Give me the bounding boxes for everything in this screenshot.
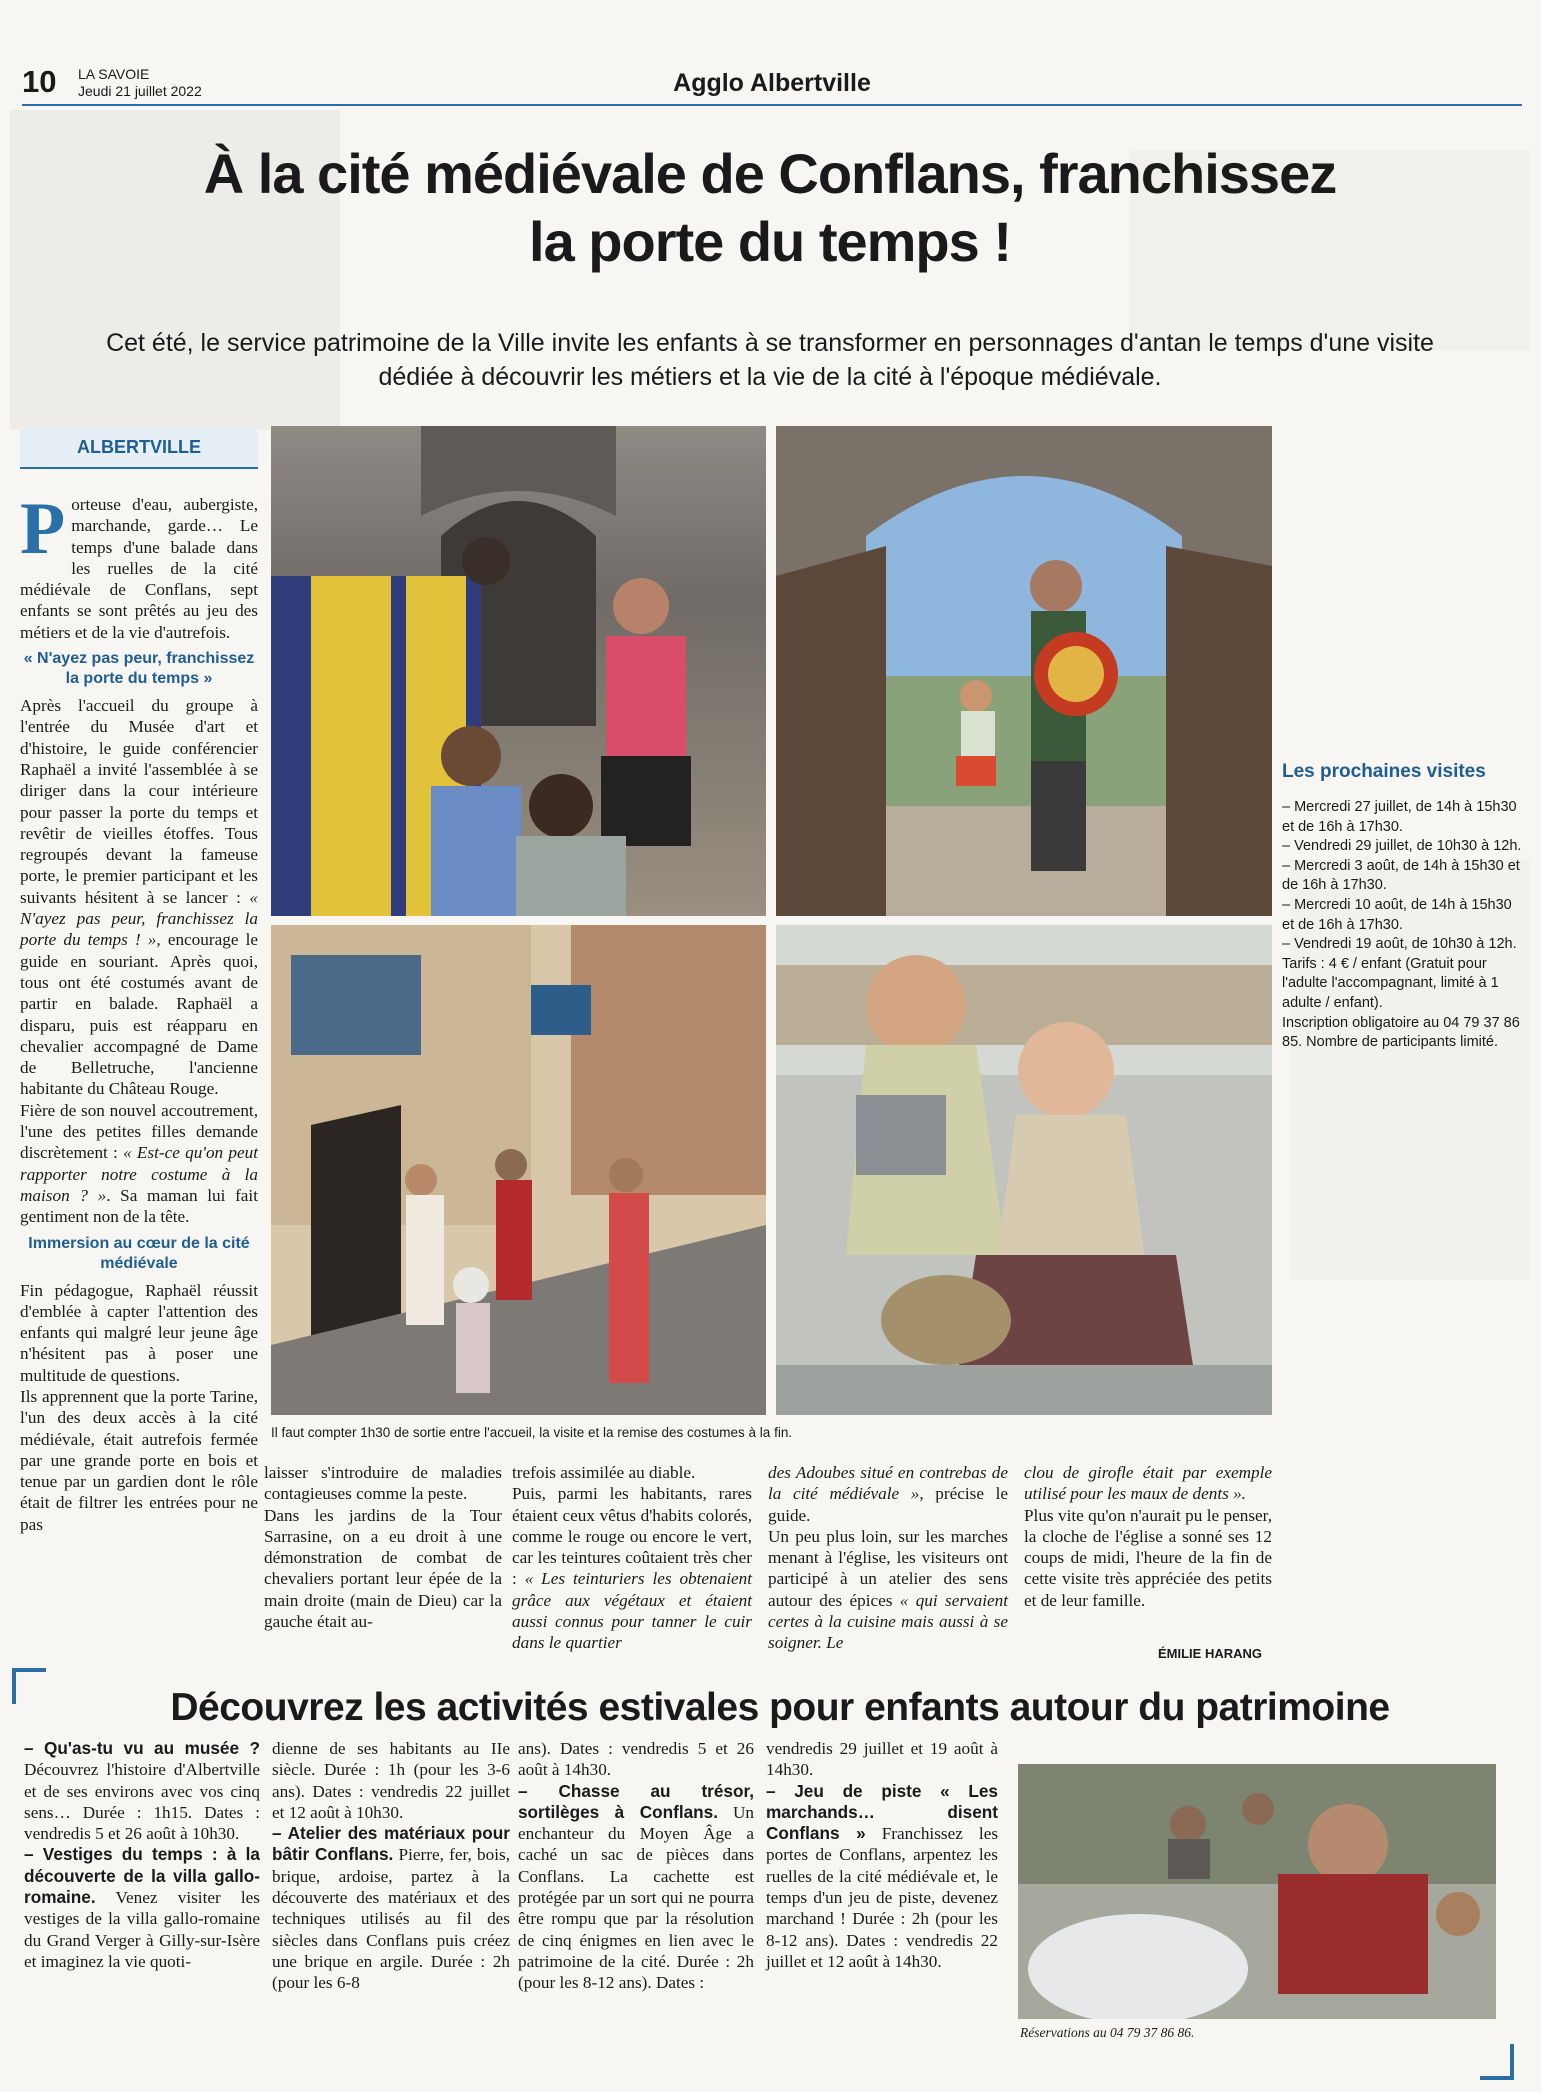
section-title: Agglo Albertville [673, 69, 871, 97]
col4-text: , précise le guide. [768, 1484, 1009, 1525]
col3-text: trefois assimilée au diable. [512, 1463, 696, 1482]
header-rule [22, 104, 1522, 106]
col3-text-b: Puis, parmi les habitants, rares étaient ceux vêtus d'habits colorés, comme le rouge ou encore le vert, car les teintures coûtaient très cher : [512, 1484, 752, 1589]
visit-tarifs: Tarifs : 4 € / enfant (Gratuit pour l'adulte l'accompagnant, limité à 1 adulte / enfant). [1282, 955, 1499, 1011]
activity-vestiges-title: – Vestiges du temps : à la découverte de la villa gallo-romaine. [24, 1844, 260, 1908]
article-column-2 [264, 1462, 502, 1662]
article-title [40, 140, 1500, 276]
activity-musee-text: Découvrez l'histoire d'Albertville et de ses environs avec vos cinq sens… Durée : 1h15. Dates : vendredis 5 et 26 août à 10h30. [24, 1760, 260, 1844]
col4-text-b: Un peu plus loin, sur les marches menant à l'église, les visiteurs ont participé à un atelier des sens autour des épices [768, 1526, 1008, 1610]
activity-vestiges-text-b: dienne de ses habitants au IIe siècle. Durée : 1h (pour les 3-6 ans). Dates : vendredis 22 juillet et 12 août à 10h30. [272, 1739, 510, 1822]
article-column-1 [20, 488, 258, 1794]
col3-quote: « Les teinturiers les obtenaient grâce aux végétaux et étaient aussi connus pour tanner le cuir dans le quartier [512, 1569, 753, 1653]
box-column-2 [272, 1738, 510, 2038]
visits-box [1282, 760, 1522, 1130]
page-header [22, 64, 1522, 104]
quote-porte-du-temps: « N'ayez pas peur, franchissez la porte du temps ! » [20, 887, 258, 950]
box-corner-bottom-right [1480, 2044, 1514, 2080]
photo-activite-enfants [1018, 1764, 1496, 2019]
activity-jeu-text: Franchissez les portes de Conflans, arpentez les ruelles de la cité médiévale et, le temps d'un jeu de piste, devenez marchand ! Durée : 2h (pour les 8-12 ans). Dates : vendredis 22 juillet et 12 août à 14h30. [766, 1824, 999, 1971]
photo-ruelle [271, 925, 766, 1415]
photo-enfants-panier [776, 925, 1272, 1415]
col4-quote: des Adoubes situé en contrebas de la cité médiévale » [768, 1463, 1008, 1504]
box-column-3 [518, 1738, 754, 2038]
scene-illustration-4 [776, 925, 1272, 1415]
para-4: Fin pédagogue, Raphaël réussit d'emblée à capter l'attention des enfants qui malgré leur jeune âge n'hésitent pas à poser une multitude de questions. [20, 1280, 258, 1385]
visit-item: – Mercredi 10 août, de 14h à 15h30 et de 16h à 17h30. [1282, 896, 1512, 933]
box-corner-top-left [12, 1668, 46, 1704]
paper-name: LA SAVOIE [78, 66, 150, 82]
photo-porte-du-temps [271, 426, 766, 916]
box-column-4 [766, 1738, 998, 2038]
col2-text: laisser s'introduire de maladies contagieuses comme la peste. [264, 1463, 502, 1504]
article-column-3 [512, 1462, 752, 1662]
box-photo-caption: Réservations au 04 79 37 86 86. [1020, 2025, 1195, 2040]
box-column-1 [24, 1738, 260, 2038]
activity-chasse-text-b: vendredis 29 juillet et 19 août à 14h30. [766, 1739, 998, 1780]
visits-list [1282, 798, 1522, 1053]
visit-item: – Vendredi 19 août, de 10h30 à 12h. [1282, 936, 1517, 953]
issue-date: Jeudi 21 juillet 2022 [78, 83, 202, 99]
scene-illustration-5 [1018, 1764, 1496, 2019]
photo-chevalier-porte [776, 426, 1272, 916]
article-column-4 [768, 1462, 1008, 1662]
activity-chasse-title: – Chasse au trésor, sortilèges à Conflans. [518, 1780, 754, 1822]
col2-text-b: Dans les jardins de la Tour Sarrasine, on a eu droit à une démonstration de combat de chevaliers portant leur épée de la main droite (main de Dieu) car la gauche était au- [264, 1505, 502, 1632]
visit-item: – Mercredi 27 juillet, de 14h à 15h30 et de 16h à 17h30. [1282, 799, 1517, 835]
location-tag: ALBERTVILLE [20, 427, 258, 469]
para-5: Ils apprennent que la porte Tarine, l'un des deux accès à la cité médiévale, était autrefois fermée par une grande porte en bois et tenue par un gardien dont le rôle était de filtrer les entrées pour ne pas [20, 1386, 258, 1534]
activity-jeu-title: – Jeu de piste « Les marchands… disent Conflans » [766, 1780, 998, 1844]
para-3-end: . Sa maman lui fait gentiment non de la tête. [20, 1185, 258, 1227]
visits-title: Les prochaines visites [1282, 761, 1486, 782]
byline: ÉMILIE HARANG [1158, 1646, 1262, 1661]
activity-musee-title: – Qu'as-tu vu au musée ? [24, 1738, 260, 1758]
activity-vestiges-text: Venez visiter les vestiges de la villa gallo-romaine du Grand Verger à Gilly-sur-Isère et imaginez la vie quoti- [24, 1888, 260, 1971]
col4-quote-2: « qui servaient certes à la cuisine mais aussi à se soigner. Le [768, 1590, 1009, 1653]
box-title: Découvrez les activités estivales pour enfants autour du patrimoine [170, 1686, 1390, 1729]
col5-text: Plus vite qu'on n'aurait pu le penser, la cloche de l'église a sonné ses 12 coups de midi, l'heure de la fin de cette visite très appréciée des petits et de leur famille. [1024, 1505, 1272, 1610]
scene-illustration-3 [271, 925, 766, 1415]
article-column-5 [1024, 1462, 1272, 1662]
activity-materiaux-title: – Atelier des matériaux pour bâtir Conflans. [272, 1823, 510, 1865]
intro-text: orteuse d'eau, aubergiste, marchande, garde… Le temps d'une balade dans les ruelles de la cité médiévale de Conflans, sept enfants se sont prêtés au jeu des métiers et de la vie d'autrefois. [20, 495, 258, 642]
visit-item: – Mercredi 3 août, de 14h à 15h30 et de 16h à 17h30. [1282, 857, 1520, 894]
subhead-1: « N'ayez pas peur, franchissez la porte du temps » [23, 650, 255, 688]
title-line-1: À la cité médiévale de Conflans, franchissez [203, 142, 1337, 205]
activity-chasse-text: Un enchanteur du Moyen Âge a caché un sac de pièces dans Conflans. La cachette est protégée par un sort qui ne pourra être rompu que par la résolution de cinq énigmes en lien avec le patrimoine de la cité. Durée : 2h (pour les 8-12 ans). Dates : [518, 1802, 754, 1993]
article-lead: Cet été, le service patrimoine de la Ville invite les enfants à se transformer en personnages d'antan le temps d'une visite dédiée à découvrir les métiers et la vie de la cité à l'époque médiévale. [106, 329, 1434, 391]
col5-quote: clou de girofle était par exemple utilisé pour les maux de dents ». [1024, 1463, 1272, 1504]
page-number: 10 [22, 64, 57, 99]
drop-cap: P [20, 488, 66, 570]
visit-item: – Vendredi 29 juillet, de 10h30 à 12h. [1282, 838, 1522, 855]
para-2-end: , encourage le guide en souriant. Après quoi, tous ont été costumés avant de partir en balade. Raphaël a disparu, puis est réapparu en chevalier accompagné de Dame de Belletruche, l'ancienne habitante du Château Rouge. [20, 930, 258, 1099]
visit-inscription: Inscription obligatoire au 04 79 37 86 85. Nombre de participants limité. [1282, 1014, 1520, 1051]
scene-illustration-1 [271, 426, 766, 916]
subhead-2: Immersion au cœur de la cité médiévale [28, 1234, 250, 1272]
para-3: Fière de son nouvel accoutrement, l'une des petites filles demande discrètement : [20, 1100, 258, 1163]
para-2: Après l'accueil du groupe à l'entrée du Musée d'art et d'histoire, le guide conférencier Raphaël a invité l'assemblée à se diriger dans la cour intérieure pour passer la porte du temps et revêtir de vieilles étoffes. Tous regroupés devant la fameuse porte, le premier participant et les suivants hésitent à se lancer : [20, 696, 258, 907]
scene-illustration-2 [776, 426, 1272, 916]
photo-caption: Il faut compter 1h30 de sortie entre l'accueil, la visite et la remise des costumes à la fin. [271, 1425, 793, 1440]
quote-costume: « Est-ce qu'on peut rapporter notre costume à la maison ? » [20, 1143, 258, 1205]
activity-materiaux-text-b: ans). Dates : vendredis 5 et 26 août à 14h30. [518, 1739, 754, 1780]
title-line-2: la porte du temps ! [529, 210, 1011, 273]
activity-materiaux-text: Pierre, fer, bois, brique, ardoise, partez à la découverte des matériaux et des techniques utilisés au fil des siècles dans Conflans puis créez une brique en argile. Durée : 2h (pour les 6-8 [272, 1845, 510, 1993]
